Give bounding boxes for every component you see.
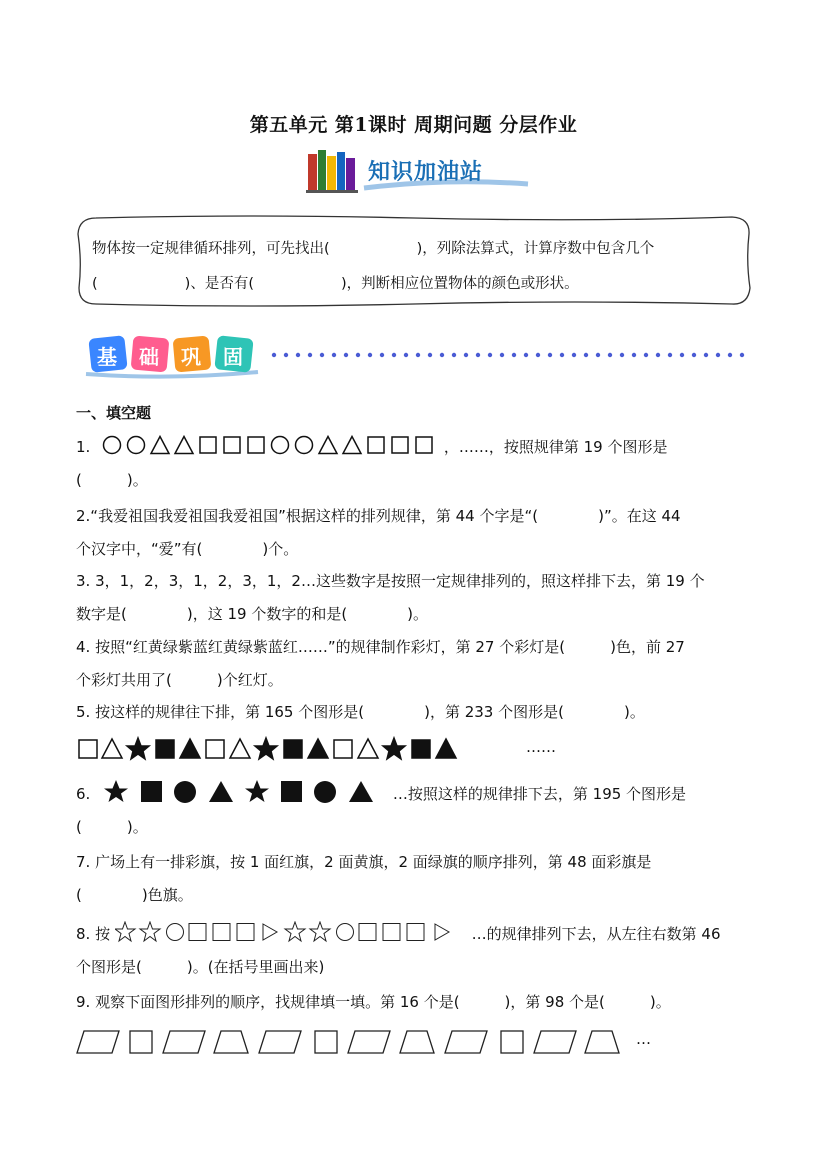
q8-line-2: 个图形是( )。(在括号里画出来)	[76, 958, 325, 976]
divider-dot	[368, 353, 372, 357]
knowledge-badge	[306, 148, 530, 196]
divider-dot	[560, 353, 564, 357]
knowledge-badge-label: 知识加油站	[368, 160, 484, 185]
basic-badge-char-3: 巩	[181, 345, 201, 369]
divider-dot	[704, 353, 708, 357]
divider-dot	[668, 353, 672, 357]
divider-dot	[488, 353, 492, 357]
q4-line-2: 个彩灯共用了( )个红灯。	[76, 671, 283, 689]
knowledge-line-1: 物体按一定规律循环排列，可先找出( )，列除法算式，计算序数中包含几个	[92, 241, 655, 257]
question-1	[76, 431, 756, 497]
q1-number: 1.	[76, 438, 91, 456]
q9-ellipsis: …	[636, 1030, 651, 1048]
divider-dot	[332, 353, 336, 357]
dotted-divider	[270, 350, 750, 360]
basic-badge-char-1: 基	[97, 345, 117, 369]
question-7	[76, 846, 756, 912]
q9-line-1: 9. 观察下面图形排列的顺序，找规律填一填。第 16 个是( )，第 98 个是( )。	[76, 993, 671, 1011]
q1-tail: ，……，按照规律第 19 个图形是	[443, 438, 668, 456]
q3-line-1: 3. 3，1，2，3，1，2，3，1，2…这些数字是按照一定规律排列的，照这样排下去，第 19 个	[76, 572, 705, 590]
divider-dot	[392, 353, 396, 357]
divider-dot	[572, 353, 576, 357]
divider-dot	[524, 353, 528, 357]
divider-dot	[584, 353, 588, 357]
q3-line-2: 数字是( )，这 19 个数字的和是( )。	[76, 605, 429, 623]
q2-line-2: 个汉字中，“爱”有( )个。	[76, 540, 299, 558]
divider-dot	[596, 353, 600, 357]
divider-dot	[500, 353, 504, 357]
divider-dot	[728, 353, 732, 357]
divider-dot	[404, 353, 408, 357]
divider-dot	[440, 353, 444, 357]
divider-dot	[308, 353, 312, 357]
basic-badge-char-4: 固	[223, 345, 243, 369]
q9-shape-sequence	[76, 1028, 676, 1060]
q6-number: 6.	[76, 785, 91, 803]
divider-dot	[320, 353, 324, 357]
q2-line-1: 2.“我爱祖国我爱祖国我爱祖国”根据这样的排列规律，第 44 个字是“( )”。在这 44	[76, 507, 681, 525]
divider-dot	[656, 353, 660, 357]
q1-answer-blank: ( )。	[76, 471, 148, 489]
section-title: 一、填空题	[76, 404, 152, 422]
q7-line-2: ( )色旗。	[76, 886, 193, 904]
divider-dot	[464, 353, 468, 357]
question-8	[76, 918, 756, 984]
basic-badge-char-2: 础	[139, 345, 159, 369]
q6-shape-sequence	[103, 779, 388, 805]
divider-dot	[692, 353, 696, 357]
divider-dot	[644, 353, 648, 357]
question-4	[76, 631, 756, 697]
q5-ellipsis: ……	[526, 738, 556, 756]
divider-dot	[380, 353, 384, 357]
divider-dot	[536, 353, 540, 357]
divider-dot	[548, 353, 552, 357]
q5-line-1: 5. 按这样的规律往下排，第 165 个图形是( )，第 233 个图形是( )。	[76, 703, 645, 721]
page-title: 第五单元 第1课时 周期问题 分层作业	[249, 114, 578, 136]
question-9	[76, 986, 756, 1019]
divider-dot	[416, 353, 420, 357]
q8-head: 8. 按	[76, 925, 111, 943]
divider-dot	[620, 353, 624, 357]
divider-dot	[296, 353, 300, 357]
q6-answer-blank: ( )。	[76, 818, 148, 836]
question-6	[76, 778, 756, 844]
divider-dot	[476, 353, 480, 357]
divider-dot	[716, 353, 720, 357]
divider-dot	[452, 353, 456, 357]
question-5	[76, 696, 756, 729]
divider-dot	[740, 353, 744, 357]
divider-dot	[632, 353, 636, 357]
divider-dot	[512, 353, 516, 357]
basic-badge	[82, 330, 262, 380]
knowledge-line-2: ( )、是否有( )，判断相应位置物体的颜色或形状。	[92, 276, 579, 292]
divider-dot	[608, 353, 612, 357]
q6-tail: …按照这样的规律排下去，第 195 个图形是	[392, 785, 687, 803]
question-3	[76, 565, 756, 631]
q4-line-1: 4. 按照“红黄绿紫蓝红黄绿紫蓝红……”的规律制作彩灯，第 27 个彩灯是( )色，前 27	[76, 638, 685, 656]
question-2	[76, 500, 756, 566]
knowledge-text	[92, 232, 742, 302]
divider-dot	[680, 353, 684, 357]
q1-shape-sequence	[101, 434, 501, 456]
q5-shape-sequence	[76, 736, 576, 768]
divider-dot	[272, 353, 276, 357]
divider-dot	[284, 353, 288, 357]
q7-line-1: 7. 广场上有一排彩旗，按 1 面红旗，2 面黄旗，2 面绿旗的顺序排列，第 48 面彩旗是	[76, 853, 652, 871]
q8-tail: …的规律排列下去，从左往右数第 46	[471, 925, 721, 943]
q8-shape-sequence	[115, 921, 467, 943]
divider-dot	[356, 353, 360, 357]
divider-dot	[344, 353, 348, 357]
divider-dot	[428, 353, 432, 357]
